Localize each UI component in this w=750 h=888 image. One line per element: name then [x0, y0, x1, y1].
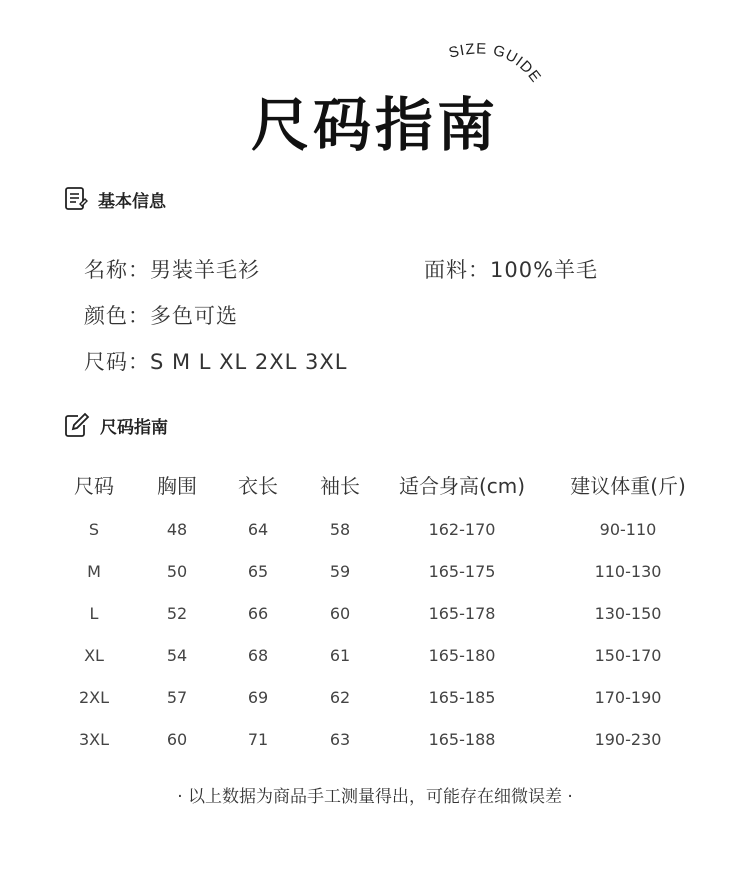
- name-value: 男装羊毛衫: [150, 258, 260, 282]
- basic-info-heading: 基本信息: [98, 191, 166, 212]
- table-cell: 50: [166, 562, 188, 581]
- table-cell: 68: [247, 646, 269, 665]
- table-cell: L: [89, 604, 99, 623]
- table-cell: 165-178: [428, 604, 496, 623]
- table-cell: 66: [247, 604, 269, 623]
- table-cell: 65: [247, 562, 269, 581]
- table-cell: 59: [329, 562, 351, 581]
- info-name: [84, 254, 260, 284]
- edit-pencil-icon: [64, 412, 90, 438]
- table-cell: 165-188: [428, 730, 496, 749]
- basic-info-header: [64, 186, 166, 212]
- table-cell: 48: [166, 520, 188, 539]
- info-sizes: [84, 346, 348, 376]
- colon: ：: [128, 350, 150, 374]
- table-cell: 60: [329, 604, 351, 623]
- table-cell: 190-230: [594, 730, 662, 749]
- page-title: 尺码指南: [250, 91, 499, 159]
- color-label: 颜色: [84, 304, 128, 328]
- table-cell: 130-150: [594, 604, 662, 623]
- colon: ：: [128, 304, 150, 328]
- table-cell: 90-110: [599, 520, 657, 539]
- column-header: 建议体重(斤): [570, 474, 686, 498]
- info-fabric: [424, 254, 598, 284]
- table-cell: 110-130: [594, 562, 662, 581]
- size-guide-heading: 尺码指南: [100, 417, 168, 438]
- name-label: 名称: [84, 258, 128, 282]
- size-label: 尺码: [84, 350, 128, 374]
- color-value: 多色可选: [150, 304, 238, 328]
- table-cell: 64: [247, 520, 269, 539]
- table-cell: 170-190: [594, 688, 662, 707]
- table-cell: 165-180: [428, 646, 496, 665]
- size-value: S M L XL 2XL 3XL: [150, 350, 348, 374]
- fabric-label: 面料: [424, 258, 468, 282]
- fabric-value: 100%羊毛: [490, 258, 599, 282]
- colon: ：: [468, 258, 490, 282]
- table-cell: 69: [247, 688, 269, 707]
- size-guide-header: [64, 412, 168, 438]
- size-guide-text: SIZE GUIDE: [447, 40, 545, 87]
- table-cell: XL: [84, 646, 104, 665]
- footnote: · 以上数据为商品手工测量得出，可能存在细微误差 ·: [177, 787, 573, 807]
- table-cell: 60: [166, 730, 188, 749]
- table-cell: 58: [329, 520, 351, 539]
- table-cell: 52: [166, 604, 188, 623]
- table-cell: 3XL: [78, 730, 110, 749]
- table-cell: 71: [247, 730, 269, 749]
- table-cell: 165-185: [428, 688, 496, 707]
- table-cell: 62: [329, 688, 351, 707]
- info-color: [84, 300, 238, 330]
- colon: ：: [128, 258, 150, 282]
- table-cell: 150-170: [594, 646, 662, 665]
- table-cell: S: [88, 520, 100, 539]
- column-header: 袖长: [320, 474, 360, 498]
- table-cell: 63: [329, 730, 351, 749]
- table-cell: 162-170: [428, 520, 496, 539]
- table-cell: 165-175: [428, 562, 496, 581]
- column-header: 适合身高(cm): [398, 474, 526, 498]
- column-header: 衣长: [238, 474, 278, 498]
- column-header: 胸围: [157, 474, 197, 498]
- table-cell: 54: [166, 646, 188, 665]
- table-cell: M: [87, 562, 101, 581]
- column-header: 尺码: [74, 474, 114, 498]
- document-list-icon: [64, 186, 88, 212]
- table-cell: 61: [329, 646, 351, 665]
- table-cell: 57: [166, 688, 188, 707]
- table-cell: 2XL: [78, 688, 110, 707]
